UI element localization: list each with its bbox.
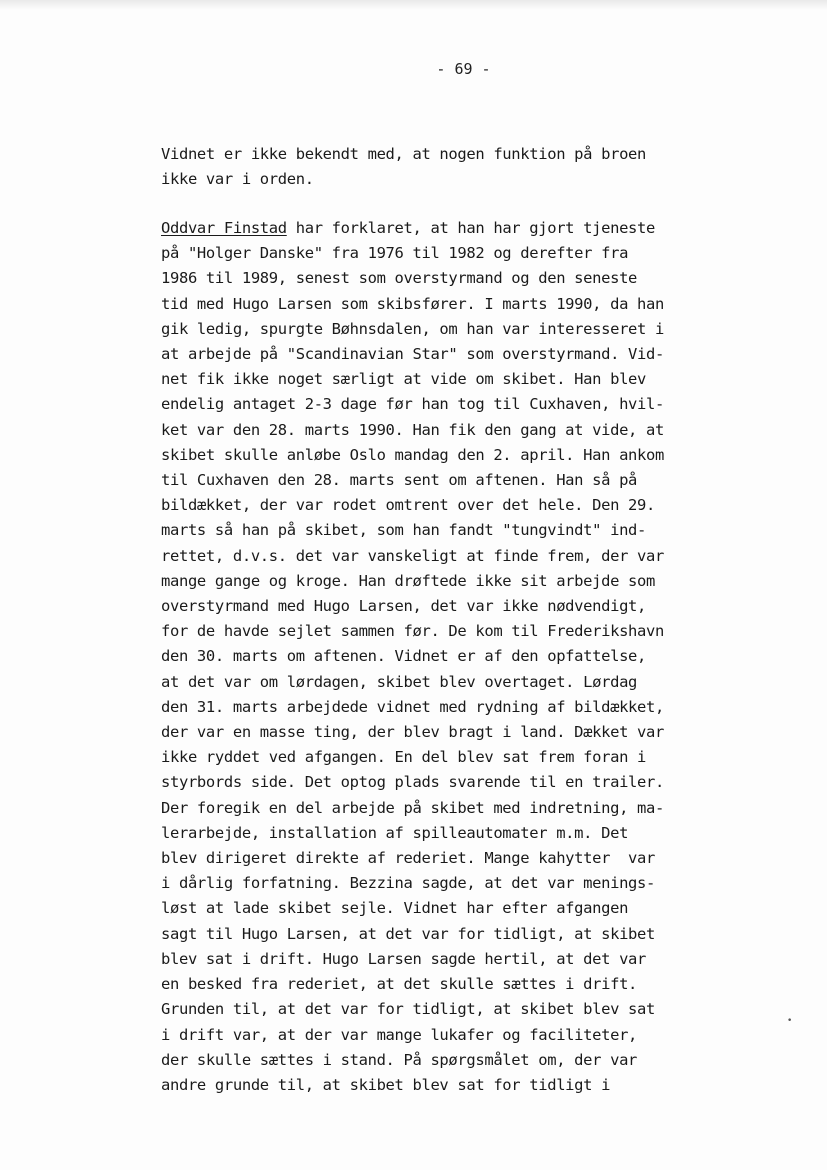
text-line: 1986 til 1989, senest som overstyrmand og den seneste (161, 269, 638, 288)
scan-speck-mark: • (787, 1016, 793, 1026)
witness-name: Oddvar Finstad (161, 219, 287, 237)
text-line: på "Holger Danske" fra 1976 til 1982 og derefter fra (161, 244, 629, 263)
text-line: tid med Hugo Larsen som skibsfører. I marts 1990, da han (161, 294, 664, 313)
text-line: den 31. marts arbejdede vidnet med rydning af bildækket, (161, 697, 664, 716)
paragraph-2 (161, 216, 741, 1098)
text-line: der var en masse ting, der blev bragt i land. Dækket var (161, 723, 664, 742)
page-top-edge (0, 0, 827, 10)
text-line: ikke ryddet ved afgangen. En del blev sat frem foran i (161, 748, 647, 767)
text-line-first (161, 216, 741, 241)
text-line: overstyrmand med Hugo Larsen, det var ikke nødvendigt, (161, 597, 647, 616)
text-line: løst at lade skibet sejle. Vidnet har efter afgangen (161, 899, 629, 918)
text-line: rettet, d.v.s. det var vanskeligt at finde frem, der var (161, 546, 664, 565)
text-line: for de havde sejlet sammen før. De kom til Frederikshavn (161, 622, 664, 641)
text-line: Grunden til, at det var for tidligt, at skibet blev sat (161, 1000, 655, 1019)
text-line: i dårlig forfatning. Bezzina sagde, at det var menings- (161, 874, 655, 893)
text-line: bildækket, der var rodet omtrent over det hele. Den 29. (161, 496, 655, 515)
text-line: lerarbejde, installation af spilleautomater m.m. Det (161, 823, 629, 842)
text-line: til Cuxhaven den 28. marts sent om aftenen. Han så på (161, 471, 638, 490)
text-line: Der foregik en del arbejde på skibet med indretning, ma- (161, 798, 664, 817)
text-line: ket var den 28. marts 1990. Han fik den gang at vide, at (161, 420, 664, 439)
page-number: - 69 - (436, 60, 491, 78)
text-line: Vidnet er ikke bekendt med, at nogen funktion på broen (161, 145, 647, 163)
text-line: mange gange og kroge. Han drøftede ikke sit arbejde som (161, 571, 655, 590)
text-line: sagt til Hugo Larsen, at det var for tidligt, at skibet (161, 924, 655, 943)
text-line-rest: har forklaret, at han har gjort tjeneste (286, 219, 656, 237)
text-line: at arbejde på "Scandinavian Star" som overstyrmand. Vid- (161, 345, 664, 364)
text-line: blev dirigeret direkte af rederiet. Mange kahytter var (161, 849, 655, 868)
text-line: at det var om lørdagen, skibet blev overtaget. Lørdag (161, 672, 638, 691)
text-line: styrbords side. Det optog plads svarende til en trailer. (161, 773, 664, 792)
text-line: blev sat i drift. Hugo Larsen sagde hertil, at det var (161, 949, 647, 968)
text-line: ikke var i orden. (161, 170, 314, 189)
text-line: skibet skulle anløbe Oslo mandag den 2. april. Han ankom (161, 445, 664, 464)
text-line: andre grunde til, at skibet blev sat for tidligt i (161, 1075, 611, 1094)
text-line: en besked fra rederiet, at det skulle sættes i drift. (161, 975, 638, 994)
text-line: der skulle sættes i stand. På spørgsmålet om, der var (161, 1050, 638, 1069)
text-line: net fik ikke noget særligt at vide om skibet. Han blev (161, 370, 647, 389)
text-line: gik ledig, spurgte Bøhnsdalen, om han var interesseret i (161, 319, 664, 338)
text-line: marts så han på skibet, som han fandt "tungvindt" ind- (161, 521, 647, 540)
text-line: endelig antaget 2-3 dage før han tog til Cuxhaven, hvil- (161, 395, 664, 414)
paragraph-1 (161, 142, 741, 192)
text-line: i drift var, at der var mange lukafer og faciliteter, (161, 1025, 638, 1044)
text-line: den 30. marts om aftenen. Vidnet er af den opfattelse, (161, 647, 647, 666)
